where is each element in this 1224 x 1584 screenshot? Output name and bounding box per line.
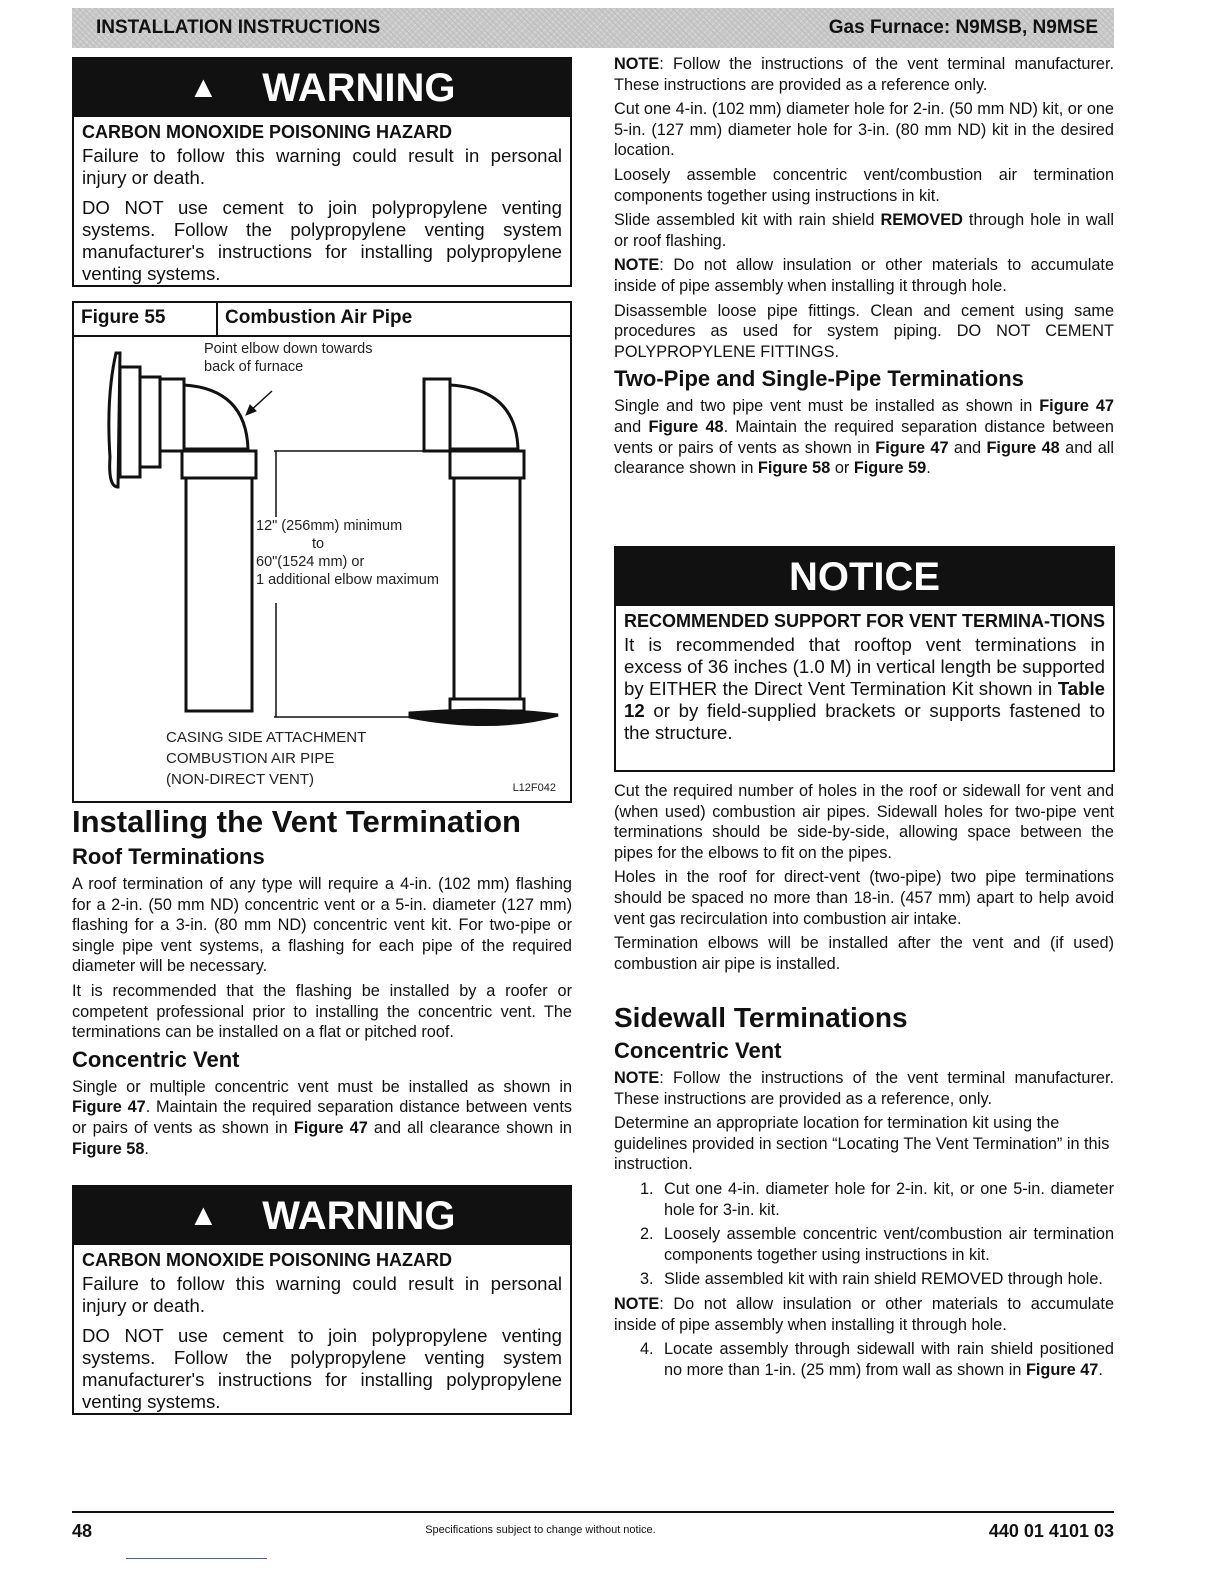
text-run: and: [614, 417, 649, 436]
steps-list: [614, 1179, 1114, 1290]
document-number: 440 01 4101 03: [988, 1521, 1114, 1541]
warning-text: Failure to follow this warning could result in personal injury or death.: [82, 1273, 562, 1316]
step-number: 1.: [640, 1179, 654, 1198]
text-run: or by field-supplied brackets or supports fastened to the structure.: [624, 700, 1105, 743]
step-number: 2.: [640, 1225, 654, 1244]
bold-text: Figure 47: [1039, 397, 1114, 416]
warning-text: DO NOT use cement to join polypropylene venting systems. Follow the polypropylene venting system manufacturer's instructions for installing polypropylene venting systems.: [82, 197, 562, 284]
page-header: [72, 8, 1114, 48]
notice-text: [624, 634, 1105, 744]
bold-text: Table 12: [624, 678, 1105, 721]
figure-55: [72, 301, 572, 803]
figure-code: L12F042: [512, 782, 556, 794]
figure-caption: (NON-DIRECT VENT): [166, 771, 315, 788]
text-run: A roof termination of any type will require a 4-in. (102 mm) flashing for a 2-in. (50 mm ND) concentric vent or a 5-in. diameter (127 mm) flashing for a 3-in. (80 mm ND) concentric vent kit. For two-pipe or single pipe vent systems, a flashing for each pipe of the required diameter will be necessary.: [72, 875, 572, 976]
paragraph: [72, 1077, 572, 1159]
warning-box: [72, 1185, 572, 1415]
text-run: : Do not allow insulation or other materials to accumulate inside of pipe assembly when installing it through hole.: [614, 256, 1114, 295]
paragraph: [614, 99, 1114, 161]
bold-text: Figure 47: [875, 438, 949, 457]
step-text: Cut one 4-in. diameter hole for 2-in. kit, or one 5-in. diameter hole for 3-in. kit.: [664, 1179, 1114, 1219]
text-run: : Follow the instructions of the vent terminal manufacturer. These instructions are provided as a reference, only.: [614, 1069, 1114, 1108]
text-run: .: [926, 459, 931, 478]
page-footer: [72, 1511, 1114, 1542]
notice-title: RECOMMENDED SUPPORT FOR VENT TERMINA-TIONS: [624, 611, 1106, 631]
bold-text: Figure 58: [72, 1139, 145, 1158]
text-run: Single and two pipe vent must be installed as shown in: [614, 397, 1040, 416]
paragraph: [614, 867, 1114, 929]
bold-text: Figure 58: [757, 459, 831, 478]
steps-list: [614, 1339, 1114, 1380]
step-number: 3.: [640, 1270, 654, 1289]
step-number: 4.: [640, 1340, 654, 1359]
step-text-part: .: [1098, 1360, 1103, 1379]
step-text: Loosely assemble concentric vent/combustion air termination components together using instructions in kit.: [664, 1225, 1114, 1264]
warning-text: Failure to follow this warning could result in personal injury or death.: [82, 145, 562, 188]
bold-text: Figure 48: [986, 438, 1060, 457]
text-run: It is recommended that rooftop vent terminations in excess of 36 inches (1.0 M) in vertical length be supported by EITHER the Direct Vent Termination Kit shown in: [624, 634, 1105, 699]
warning-banner: [74, 59, 570, 117]
warning-triangle-icon: ▲: [188, 1199, 219, 1232]
bold-text: REMOVED: [880, 211, 963, 230]
paragraph: [614, 1068, 1114, 1109]
header-product: Gas Furnace: N9MSB, N9MSE: [828, 17, 1098, 38]
subsection-title: Two-Pipe and Single-Pipe Terminations: [614, 366, 1024, 392]
bold-text: Figure 59: [853, 459, 927, 478]
figure-caption: CASING SIDE ATTACHMENT: [166, 729, 367, 746]
step-text-part: Locate assembly through sidewall with rain shield positioned no more than 1-in. (25 mm) from wall as shown in: [664, 1340, 1114, 1379]
warning-title: CARBON MONOXIDE POISONING HAZARD: [82, 1250, 453, 1270]
text-run: Disassemble loose pipe fittings. Clean and cement using same procedures as used for system piping. DO NOT CEMENT POLYPROPYLENE FITTINGS.: [614, 301, 1114, 361]
text-run: and all clearance shown in: [367, 1118, 572, 1137]
figure-caption: COMBUSTION AIR PIPE: [166, 750, 335, 767]
warning-banner: [74, 1187, 570, 1245]
text-run: and all clearance shown in: [614, 438, 1114, 478]
text-run: Loosely assemble concentric vent/combustion air termination components together using instructions in kit.: [614, 165, 1114, 205]
bold-text: Figure 47: [72, 1098, 146, 1117]
subsection-title: Roof Terminations: [72, 844, 265, 869]
bold-text: NOTE: [614, 256, 660, 275]
text-run: : Do not allow insulation or other materials to accumulate inside of pipe assembly when installing it through hole.: [614, 1294, 1114, 1334]
paragraph: [614, 396, 1114, 478]
figure-number: Figure 55: [74, 303, 218, 335]
bold-text: NOTE: [614, 1069, 660, 1087]
dimension-text: 1 additional elbow maximum: [256, 572, 439, 588]
text-run: : Follow the instructions of the vent terminal manufacturer. These instructions are provided as a reference only.: [614, 55, 1114, 94]
list-item: [640, 1339, 1114, 1380]
warning-title: CARBON MONOXIDE POISONING HAZARD: [82, 122, 453, 142]
paragraph: [614, 255, 1114, 296]
paragraph: [614, 301, 1114, 363]
text-run: . Maintain the required separation distance between vents or pairs of vents as shown in: [614, 417, 1114, 457]
divider: [126, 1558, 267, 1559]
text-run: and: [948, 438, 987, 457]
paragraph: [614, 54, 1114, 95]
text-run: Determine an appropriate location for termination kit using the guidelines provided in section “Locating The Vent Termination” in this instruction.: [614, 1114, 1110, 1174]
section-title: Installing the Vent Termination: [72, 804, 521, 839]
text-run: Cut the required number of holes in the roof or sidewall for vent and (when used) combustion air pipes. Sidewall holes for two-pipe vent terminations should be side-by-side, allowing space between the pipes for the elbows to fit on the pipes.: [614, 782, 1114, 862]
bold-text: NOTE: [614, 1294, 660, 1313]
paragraph: [614, 1294, 1114, 1335]
paragraph: [72, 981, 572, 1043]
subsection-title: Concentric Vent: [614, 1038, 782, 1063]
paragraph: [72, 874, 572, 977]
text-run: It is recommended that the flashing be installed by a roofer or competent professional prior to installing the concentric vent. The terminations can be installed on a flat or pitched roof.: [72, 981, 572, 1042]
subsection-title: Concentric Vent: [72, 1046, 240, 1072]
figure-title: Combustion Air Pipe: [225, 307, 413, 328]
dimension-text: 12" (256mm) minimum: [256, 518, 403, 534]
warning-box: [72, 57, 572, 287]
text-run: . Maintain the required separation distance between vents or pairs of vents as shown in: [72, 1098, 572, 1137]
callout-text: Point elbow down towards: [204, 341, 373, 357]
bold-text: Figure 48: [648, 417, 724, 436]
header-title: INSTALLATION INSTRUCTIONS: [96, 17, 381, 38]
paragraph: [614, 933, 1114, 974]
text-run: Single or multiple concentric vent must be installed as shown in: [72, 1077, 572, 1096]
figure-reference: Figure 47: [1025, 1360, 1099, 1379]
notice-banner: NOTICE: [616, 548, 1113, 606]
text-run: Termination elbows will be installed after the vent and (if used) combustion air pipe is installed.: [614, 934, 1114, 973]
callout-text: back of furnace: [204, 359, 304, 375]
text-run: Cut one 4-in. (102 mm) diameter hole for 2-in. (50 mm ND) kit, or one 5-in. (127 mm) diameter hole for 3-in. (80 mm ND) kit in the desired location.: [614, 100, 1114, 160]
warning-text: DO NOT use cement to join polypropylene venting systems. Follow the polypropylene venting system manufacturer's instructions for installing polypropylene venting systems.: [82, 1325, 562, 1412]
list-item: [640, 1224, 1114, 1265]
paragraph: [614, 210, 1114, 251]
footer-note: Specifications subject to change without notice.: [425, 1524, 656, 1536]
list-item: [640, 1179, 1114, 1220]
paragraph: [614, 1113, 1114, 1175]
paragraph: [614, 165, 1114, 206]
paragraph: [614, 781, 1114, 863]
text-run: through hole in wall or roof flashing.: [614, 211, 1114, 250]
notice-box: [614, 546, 1115, 772]
page-number: 48: [72, 1521, 93, 1541]
bold-text: Figure 47: [293, 1118, 368, 1137]
dimension-text: 60"(1524 mm) or: [256, 554, 365, 570]
warning-triangle-icon: ▲: [188, 71, 219, 104]
list-item: [640, 1269, 1114, 1290]
warning-label: WARNING: [262, 1193, 456, 1238]
text-run: Slide assembled kit with rain shield: [614, 211, 881, 230]
dimension-text: to: [312, 536, 325, 552]
text-run: Holes in the roof for direct-vent (two-pipe) two pipe terminations should be spaced no more than 18-in. (457 mm) apart to help avoid vent gas recirculation into combustion air intake.: [614, 868, 1114, 928]
section-title: Sidewall Terminations: [614, 1002, 908, 1033]
text-run: or: [830, 459, 854, 478]
step-text: Slide assembled kit with rain shield REMOVED through hole.: [664, 1270, 1103, 1289]
text-run: .: [144, 1139, 149, 1158]
step-text: [664, 1339, 1114, 1380]
bold-text: NOTE: [614, 55, 660, 73]
warning-label: WARNING: [262, 65, 456, 110]
